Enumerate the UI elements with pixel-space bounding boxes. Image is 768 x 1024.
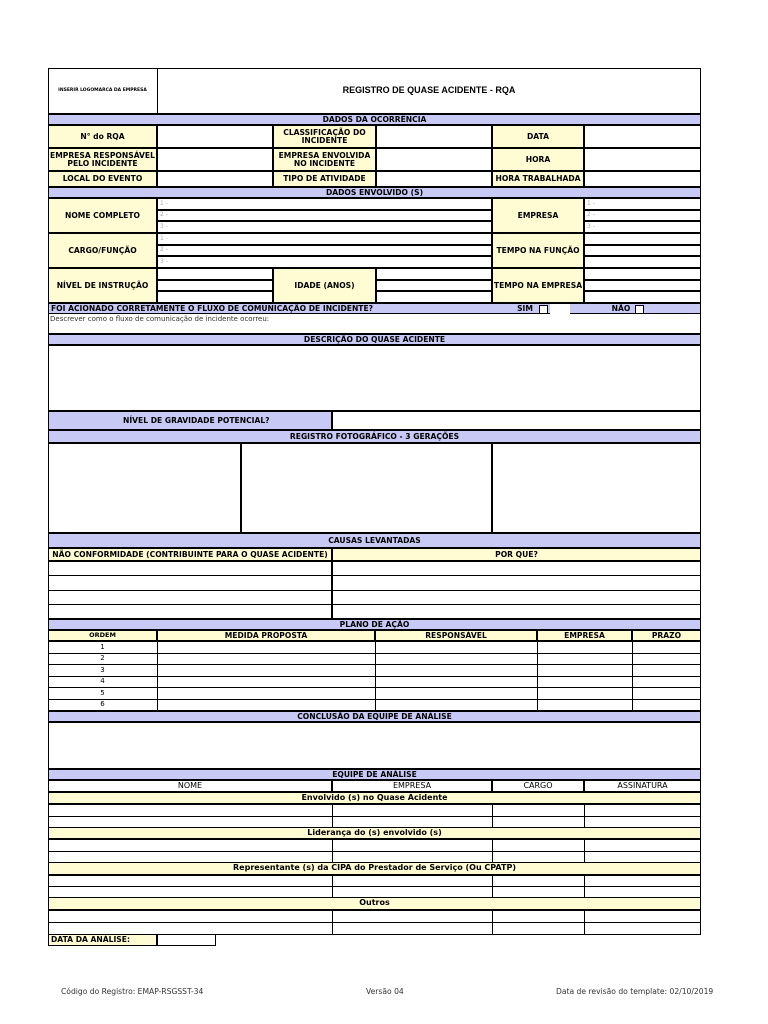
field-cargo-2[interactable]: 2 - — [157, 245, 492, 256]
plano-ordem: 6 — [100, 700, 105, 709]
label-sim: SIM — [517, 303, 533, 313]
field-local[interactable] — [157, 171, 273, 187]
field-data-analise[interactable] — [157, 934, 216, 946]
label-gravidade: NÍVEL DE GRAVIDADE POTENCIAL? — [48, 411, 332, 430]
section-conclusao: CONCLUSÃO DA EQUIPE DE ANÁLISE — [48, 711, 701, 722]
col-nao-conformidade: NÃO CONFORMIDADE (CONTRIBUINTE PARA O QUASE ACIDENTE) — [48, 548, 332, 561]
section-causas: CAUSAS LEVANTADAS — [48, 533, 701, 548]
causas-row-line — [48, 575, 701, 576]
equipe-row-line — [48, 886, 701, 887]
field-empresa-3[interactable]: 3 - — [584, 221, 701, 233]
equipe-row-line — [48, 816, 701, 817]
field-tempo-funcao-1[interactable] — [584, 233, 701, 245]
photo-slot-3[interactable] — [492, 443, 701, 533]
field-idade-1[interactable] — [376, 268, 492, 280]
equipe-col-line — [332, 839, 333, 863]
field-tempo-empresa-3[interactable] — [584, 291, 701, 303]
field-tempo-funcao-2[interactable] — [584, 245, 701, 256]
field-classificacao[interactable] — [376, 125, 492, 148]
fluxo-describe: Descrever como o fluxo de comunicação de incidente ocorreu: — [50, 315, 270, 324]
field-tempo-funcao-3[interactable] — [584, 256, 701, 268]
col-equipe-nome: NOME — [48, 780, 332, 792]
field-empresa-2[interactable]: 2 - — [584, 210, 701, 221]
group-cipa: Representante (s) da CIPA do Prestador de Serviço (Ou CPATP) — [48, 862, 701, 875]
col-empresa: EMPRESA — [537, 630, 632, 641]
group-outros: Outros — [48, 897, 701, 910]
field-cargo-3[interactable]: 3 - — [157, 256, 492, 268]
label-nao: NÃO — [611, 303, 631, 313]
equipe-col-line — [492, 804, 493, 828]
footer-revisao: Data de revisão do template: 02/10/2019 — [556, 987, 714, 996]
field-tipo-atividade[interactable] — [376, 171, 492, 187]
checkbox-nao[interactable] — [635, 305, 644, 314]
field-empresa-envolvida[interactable] — [376, 148, 492, 171]
field-nivel-1[interactable] — [157, 268, 273, 280]
logo-placeholder: INSERIR LOGOMARCA DA EMPRESA — [58, 87, 147, 93]
plano-ordem: 4 — [100, 676, 105, 685]
form-title: REGISTRO DE QUASE ACIDENTE - RQA — [342, 85, 516, 96]
col-por-que: POR QUE? — [332, 548, 701, 561]
fluxo-gap — [550, 304, 570, 314]
equipe-col-line — [584, 875, 585, 898]
footer-codigo: Código do Registro: EMAP-RSGSST-34 — [61, 987, 204, 996]
label-empresa-envolvido: EMPRESA — [492, 198, 584, 233]
label-empresa-envolvida: EMPRESA ENVOLVIDA NO INCIDENTE — [273, 148, 376, 171]
col-equipe-cargo: CARGO — [492, 780, 584, 792]
field-nome-2[interactable]: 2 - — [157, 210, 492, 221]
label-nome-completo: NOME COMPLETO — [48, 198, 157, 233]
field-n-rqa[interactable] — [157, 125, 273, 148]
col-responsavel: RESPONSÁVEL — [375, 630, 537, 641]
field-nivel-3[interactable] — [157, 291, 273, 303]
field-empresa-responsavel[interactable] — [157, 148, 273, 171]
equipe-col-line — [492, 875, 493, 898]
equipe-col-line — [332, 910, 333, 935]
equipe-col-line — [584, 910, 585, 935]
label-n-rqa: N° do RQA — [48, 125, 157, 148]
label-hora-trabalhada: HORA TRABALHADA — [492, 171, 584, 187]
label-tempo-funcao: TEMPO NA FUNÇÃO — [492, 233, 584, 268]
plano-ordem: 3 — [100, 665, 105, 674]
equipe-row-line — [48, 922, 701, 923]
equipe-col-line — [332, 875, 333, 898]
fluxo-question: FOI ACIONADO CORRETAMENTE O FLUXO DE COMUNICAÇÃO DE INCIDENTE? — [48, 303, 701, 314]
field-nome-3[interactable]: 3 - — [157, 221, 492, 233]
field-idade-2[interactable] — [376, 280, 492, 291]
field-tempo-empresa-2[interactable] — [584, 280, 701, 291]
field-gravidade[interactable] — [332, 411, 701, 430]
label-idade: IDADE (ANOS) — [273, 268, 376, 303]
equipe-col-line — [584, 839, 585, 863]
section-descricao: DESCRIÇÃO DO QUASE ACIDENTE — [48, 334, 701, 345]
equipe-col-line — [492, 910, 493, 935]
photo-slot-1[interactable] — [48, 443, 241, 533]
field-nivel-2[interactable] — [157, 280, 273, 291]
equipe-col-line — [332, 804, 333, 828]
plano-ordem: 2 — [100, 653, 105, 662]
section-dados-envolvido: DADOS ENVOLVIDO (S) — [48, 187, 701, 198]
field-empresa-1[interactable]: 1 - — [584, 198, 701, 210]
photo-slot-2[interactable] — [241, 443, 492, 533]
label-classificacao: CLASSIFICAÇÃO DO INCIDENTE — [273, 125, 376, 148]
field-descricao[interactable] — [48, 345, 701, 411]
field-cargo-1[interactable]: 1 - — [157, 233, 492, 245]
field-hora[interactable] — [584, 148, 701, 171]
field-nome-1[interactable]: 1 - — [157, 198, 492, 210]
plano-ordem: 1 — [100, 642, 105, 651]
checkbox-sim[interactable] — [539, 305, 548, 314]
label-local: LOCAL DO EVENTO — [48, 171, 157, 187]
field-conclusao[interactable] — [48, 722, 701, 769]
field-data[interactable] — [584, 125, 701, 148]
equipe-row-line — [48, 851, 701, 852]
label-data-analise: DATA DA ANÁLISE: — [48, 934, 157, 946]
label-tempo-empresa: TEMPO NA EMPRESA — [492, 268, 584, 303]
field-hora-trabalhada[interactable] — [584, 171, 701, 187]
causas-row-line — [48, 590, 701, 591]
section-fotos: REGISTRO FOTOGRÁFICO - 3 GERAÇÕES — [48, 430, 701, 443]
col-prazo: PRAZO — [632, 630, 701, 641]
section-plano-acao: PLANO DE AÇÃO — [48, 619, 701, 630]
section-dados-ocorrencia: DADOS DA OCORRÊNCIA — [48, 114, 701, 125]
col-ordem: ORDEM — [48, 630, 157, 641]
col-equipe-empresa: EMPRESA — [332, 780, 492, 792]
label-data: DATA — [492, 125, 584, 148]
group-envolvido: Envolvido (s) no Quase Acidente — [48, 792, 701, 804]
equipe-col-line — [492, 839, 493, 863]
field-fluxo-descricao[interactable] — [48, 314, 701, 334]
plano-ordem: 5 — [100, 688, 105, 697]
label-nivel-instrucao: NÍVEL DE INSTRUÇÃO — [48, 268, 157, 303]
section-equipe: EQUIPE DE ANÁLISE — [48, 769, 701, 780]
field-idade-3[interactable] — [376, 291, 492, 303]
causas-row-line — [48, 604, 701, 605]
field-tempo-empresa-1[interactable] — [584, 268, 701, 280]
col-medida: MEDIDA PROPOSTA — [157, 630, 375, 641]
label-cargo: CARGO/FUNÇÃO — [48, 233, 157, 268]
col-equipe-assinatura: ASSINATURA — [584, 780, 701, 792]
equipe-col-line — [584, 804, 585, 828]
label-empresa-responsavel: EMPRESA RESPONSÁVEL PELO INCIDENTE — [48, 148, 157, 171]
label-tipo-atividade: TIPO DE ATIVIDADE — [273, 171, 376, 187]
label-hora: HORA — [492, 148, 584, 171]
footer-versao: Versão 04 — [366, 987, 404, 996]
group-lideranca: Liderança do (s) envolvido (s) — [48, 827, 701, 839]
